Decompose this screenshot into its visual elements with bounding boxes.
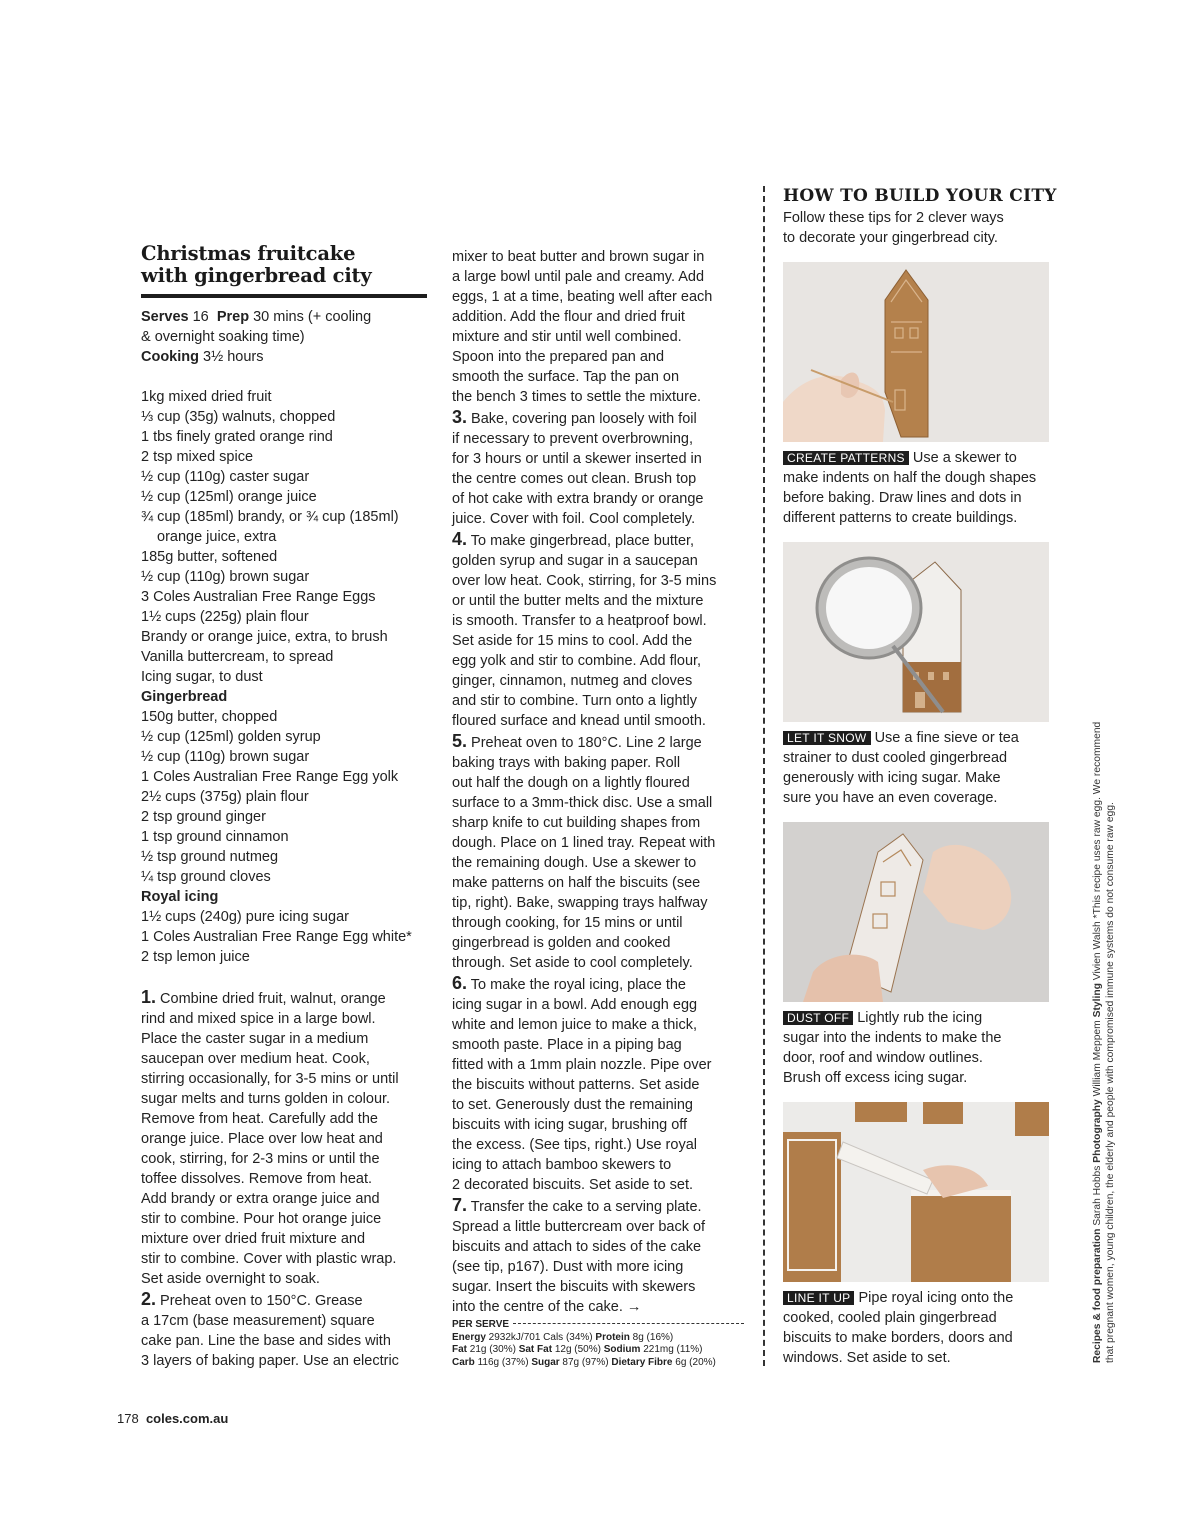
method-line: Set aside for 15 mins to cool. Add the — [452, 633, 693, 649]
nutrition-line — [452, 1344, 744, 1357]
nutrition-panel — [452, 1319, 744, 1369]
recipe-title-line1: Christmas fruitcake — [141, 242, 356, 265]
method-line: 3 layers of baking paper. Use an electric — [141, 1353, 399, 1369]
ingredient-item: ½ cup (125ml) golden syrup — [141, 729, 321, 745]
method-line: sugar melts and turns golden in colour. — [141, 1091, 391, 1107]
method-line: stir to combine. Pour hot orange juice — [141, 1211, 382, 1227]
method-line: mixture over dried fruit mixture and — [141, 1231, 366, 1247]
photo-let-it-snow — [783, 542, 1049, 722]
nutrient-value: 6g (20%) — [672, 1356, 716, 1368]
method-step — [452, 731, 744, 973]
ingredient-item: 1 Coles Australian Free Range Egg yolk — [141, 769, 399, 785]
method-line: a large bowl until pale and creamy. Add — [452, 269, 705, 285]
method-line: ginger, cinnamon, nutmeg and cloves — [452, 673, 693, 689]
tip-tag: CREATE PATTERNS — [783, 451, 909, 465]
method-line: 5. Preheat oven to 180°C. Line 2 large — [452, 731, 702, 751]
ingredient-item: 1 tsp ground cinnamon — [141, 829, 289, 845]
step-number: 3. — [452, 407, 468, 427]
royal-icing-heading: Royal icing — [141, 889, 219, 905]
method-line: cook, stirring, for 2-3 mins or until the — [141, 1151, 380, 1167]
ingredient-item: ¾ cup (185ml) brandy, or ¾ cup (185ml) — [141, 509, 399, 525]
photo-dust-off — [783, 822, 1049, 1002]
nutrient-value: 8g (16%) — [629, 1331, 674, 1343]
nutrition-line — [452, 1332, 744, 1345]
method-line: into the centre of the cake. → — [452, 1299, 642, 1315]
method-line: for 3 hours or until a skewer inserted in — [452, 451, 702, 467]
nutrient-value: 12g (50%) — [552, 1344, 604, 1356]
nutrient-value: 116g (37%) — [474, 1356, 532, 1368]
method-line: the centre comes out clean. Brush top — [452, 471, 697, 487]
method-step — [452, 973, 744, 1195]
ingredient-item: 1½ cups (225g) plain flour — [141, 609, 309, 625]
method-line: Spread a little buttercream over back of — [452, 1219, 706, 1235]
tips-title: HOW TO BUILD YOUR CITY — [783, 186, 1057, 206]
method-line: golden syrup and sugar in a saucepan — [452, 553, 698, 569]
nutrient-label: Energy — [452, 1331, 486, 1343]
ingredient-item: ½ tsp ground nutmeg — [141, 849, 279, 865]
method-line: sugar. Insert the biscuits with skewers — [452, 1279, 696, 1295]
ingredients-royal-icing — [141, 907, 433, 967]
method-line: saucepan over medium heat. Cook, — [141, 1051, 370, 1067]
method-line: floured surface and knead until smooth. — [452, 713, 706, 729]
ingredient-item: 2 tsp lemon juice — [141, 949, 250, 965]
method-line: is smooth. Transfer to a heatproof bowl. — [452, 613, 707, 629]
method-line: icing to attach bamboo skewers to — [452, 1157, 672, 1173]
serves-prep: Serves 16 Prep 30 mins (+ cooling — [141, 309, 372, 325]
method-line: stirring occasionally, for 3-5 mins or until — [141, 1071, 399, 1087]
method-line: orange juice. Place over low heat and — [141, 1131, 383, 1147]
ingredient-item: 2½ cups (375g) plain flour — [141, 789, 309, 805]
recipe-title-line2: with gingerbread city — [141, 264, 372, 287]
method-line: rind and mixed spice in a large bowl. — [141, 1011, 376, 1027]
method-line: over low heat. Cook, stirring, for 3-5 mins — [452, 573, 717, 589]
method-line: mixture and stir until well combined. — [452, 329, 682, 345]
method-line: icing sugar in a bowl. Add enough egg — [452, 997, 698, 1013]
method-step — [452, 1195, 744, 1317]
arrow-icon: → — [626, 1299, 642, 1315]
method-line: 4. To make gingerbread, place butter, — [452, 529, 695, 549]
nutrient-label: Carb — [452, 1356, 475, 1368]
ingredient-item: 1 tbs finely grated orange rind — [141, 429, 333, 445]
method-line: or until the butter melts and the mixture — [452, 593, 704, 609]
step-number: 1. — [141, 987, 157, 1007]
method-line: smooth paste. Place in a piping bag — [452, 1037, 682, 1053]
method-step — [141, 1289, 433, 1371]
nutrition-line — [452, 1357, 744, 1370]
credits: Recipes & food preparation Sarah Hobbs Photography William Meppem Styling Vivien Walsh *This recipe uses raw egg. We recommend that pregnant women, young children, the elderly and people with compromised immune systems do not consume raw egg. — [1092, 721, 1116, 1363]
method-line: Set aside overnight to soak. — [141, 1271, 320, 1287]
method-line: if necessary to prevent overbrowning, — [452, 431, 693, 447]
method-line: the remaining dough. Use a skewer to — [452, 855, 697, 871]
title-rule — [141, 294, 427, 298]
method-line: tip, right). Bake, swapping trays halfway — [452, 895, 708, 911]
ingredient-item: ⅓ cup (35g) walnuts, chopped — [141, 409, 336, 425]
step-number: 7. — [452, 1195, 468, 1215]
tip-tag: LINE IT UP — [783, 1291, 854, 1305]
method-steps-col1 — [141, 987, 433, 1371]
step-number: 5. — [452, 731, 468, 751]
ingredient-item: 1½ cups (240g) pure icing sugar — [141, 909, 349, 925]
ingredient-item: 2 tsp mixed spice — [141, 449, 254, 465]
tip-dust-off: DUST OFF Lightly rub the icing sugar into the indents to make the door, roof and window outlines. Brush off excess icing sugar. — [783, 1010, 1002, 1086]
prep-note: & overnight soaking time) — [141, 329, 305, 345]
ingredient-item: ½ cup (125ml) orange juice — [141, 489, 317, 505]
method-line: eggs, 1 at a time, beating well after each — [452, 289, 713, 305]
method-line: addition. Add the flour and dried fruit — [452, 309, 685, 325]
method-line: juice. Cover with foil. Cool completely. — [452, 511, 696, 527]
method-line: 1. Combine dried fruit, walnut, orange — [141, 987, 386, 1007]
cooking-time: Cooking 3½ hours — [141, 349, 264, 365]
tip-tag: DUST OFF — [783, 1011, 853, 1025]
method-line: biscuits with icing sugar, brushing off — [452, 1117, 688, 1133]
method-line: dough. Place on 1 lined tray. Repeat with — [452, 835, 716, 851]
ingredient-item: 185g butter, softened — [141, 549, 278, 565]
method-line: 2. Preheat oven to 150°C. Grease — [141, 1289, 363, 1309]
ingredient-item: ½ cup (110g) brown sugar — [141, 749, 310, 765]
method-line: mixer to beat butter and brown sugar in — [452, 249, 705, 265]
method-line: white and lemon juice to make a thick, — [452, 1017, 698, 1033]
method-line: egg yolk and stir to combine. Add flour, — [452, 653, 702, 669]
tip-tag: LET IT SNOW — [783, 731, 871, 745]
tip-create-patterns: CREATE PATTERNS Use a skewer to make indents on half the dough shapes before baking. Draw lines and dots in different patterns to create buildings. — [783, 450, 1037, 526]
tip-line-it-up: LINE IT UP Pipe royal icing onto the cooked, cooled plain gingerbread biscuits to make borders, doors and windows. Set aside to set. — [783, 1290, 1014, 1366]
nutrient-label: Fat — [452, 1344, 467, 1356]
method-step2-continued — [452, 247, 744, 407]
column-ingredients — [141, 307, 433, 1371]
method-line: and stir to combine. Turn onto a lightly — [452, 693, 698, 709]
step-number: 6. — [452, 973, 468, 993]
method-line: a 17cm (base measurement) square — [141, 1313, 375, 1329]
method-line: smooth the surface. Tap the pan on — [452, 369, 680, 385]
method-line: Add brandy or extra orange juice and — [141, 1191, 380, 1207]
ingredient-item-cont: orange juice, extra — [157, 529, 277, 545]
column-method — [452, 247, 744, 1369]
method-line: Remove from heat. Carefully add the — [141, 1111, 378, 1127]
ingredient-item: ½ cup (110g) caster sugar — [141, 469, 310, 485]
ingredient-item: 3 Coles Australian Free Range Eggs — [141, 589, 376, 605]
method-line: through cooking, for 15 mins or until — [452, 915, 683, 931]
page-footer — [117, 1411, 228, 1426]
nutrition-heading: PER SERVE — [452, 1319, 510, 1330]
method-line: toffee dissolves. Remove from heat. — [141, 1171, 373, 1187]
recipe-title — [141, 243, 431, 287]
method-line: 3. Bake, covering pan loosely with foil — [452, 407, 697, 427]
method-line: gingerbread is golden and cooked — [452, 935, 671, 951]
nutrient-value: 87g (97%) — [559, 1356, 612, 1368]
method-line: baking trays with baking paper. Roll — [452, 755, 681, 771]
method-line: the biscuits without patterns. Set aside — [452, 1077, 700, 1093]
method-line: the excess. (See tips, right.) Use royal — [452, 1137, 697, 1153]
nutrient-label: Sugar — [531, 1356, 560, 1368]
step-number: 2. — [141, 1289, 157, 1309]
nutrient-label: Protein — [595, 1331, 630, 1343]
nutrient-label: Sat Fat — [518, 1344, 553, 1356]
column-divider — [763, 186, 765, 1366]
photo-line-it-up — [783, 1102, 1049, 1282]
method-line: Place the caster sugar in a medium — [141, 1031, 369, 1047]
method-line: biscuits and attach to sides of the cake — [452, 1239, 702, 1255]
method-line: sharp knife to cut building shapes from — [452, 815, 701, 831]
tip-let-it-snow: LET IT SNOW Use a fine sieve or tea strainer to dust cooled gingerbread generously with icing sugar. Make sure you have an even coverage. — [783, 730, 1019, 806]
method-line: Spoon into the prepared pan and — [452, 349, 665, 365]
method-line: 7. Transfer the cake to a serving plate. — [452, 1195, 702, 1215]
nutrient-value: 221mg (11%) — [640, 1344, 703, 1356]
ingredient-item: ½ cup (110g) brown sugar — [141, 569, 310, 585]
ingredients-gingerbread — [141, 707, 433, 887]
method-line: (see tip, p167). Dust with more icing — [452, 1259, 684, 1275]
ingredient-item: 150g butter, chopped — [141, 709, 278, 725]
ingredient-item: ¼ tsp ground cloves — [141, 869, 271, 885]
method-line: through. Set aside to cool completely. — [452, 955, 693, 971]
method-line: fitted with a 1mm plain nozzle. Pipe over — [452, 1057, 712, 1073]
method-steps-col2 — [452, 407, 744, 1317]
method-line: stir to combine. Cover with plastic wrap. — [141, 1251, 397, 1267]
nutrient-label: Sodium — [603, 1344, 641, 1356]
ingredient-item: Vanilla buttercream, to spread — [141, 649, 334, 665]
photo-create-patterns — [783, 262, 1049, 442]
ingredient-item: Icing sugar, to dust — [141, 669, 263, 685]
ingredient-item: 1kg mixed dried fruit — [141, 389, 272, 405]
method-line: 6. To make the royal icing, place the — [452, 973, 686, 993]
method-line: surface to a 3mm-thick disc. Use a small — [452, 795, 713, 811]
step-number: 4. — [452, 529, 468, 549]
nutrient-value: 2932kJ/701 Cals (34%) — [485, 1331, 596, 1343]
method-line: of hot cake with extra brandy or orange — [452, 491, 704, 507]
method-line: out half the dough on a lightly floured — [452, 775, 690, 791]
method-line: to set. Generously dust the remaining — [452, 1097, 693, 1113]
page-number: 178 — [117, 1411, 139, 1426]
gingerbread-heading: Gingerbread — [141, 689, 228, 705]
method-line: the bench 3 times to settle the mixture. — [452, 389, 702, 405]
method-step — [452, 529, 744, 731]
method-line: cake pan. Line the base and sides with — [141, 1333, 391, 1349]
method-line: 2 decorated biscuits. Set aside to set. — [452, 1177, 693, 1193]
nutrient-label: Dietary Fibre — [611, 1356, 673, 1368]
method-step — [452, 407, 744, 529]
ingredient-item: 2 tsp ground ginger — [141, 809, 266, 825]
method-line: make patterns on half the biscuits (see — [452, 875, 701, 891]
tips-intro: Follow these tips for 2 clever ways to decorate your gingerbread city. — [783, 210, 1004, 246]
ingredients-main — [141, 387, 433, 687]
nutrient-value: 21g (30%) — [467, 1344, 519, 1356]
ingredient-item: Brandy or orange juice, extra, to brush — [141, 629, 388, 645]
ingredient-item: 1 Coles Australian Free Range Egg white* — [141, 929, 412, 945]
site-name[interactable]: coles.com.au — [145, 1411, 229, 1426]
method-step — [141, 987, 433, 1289]
